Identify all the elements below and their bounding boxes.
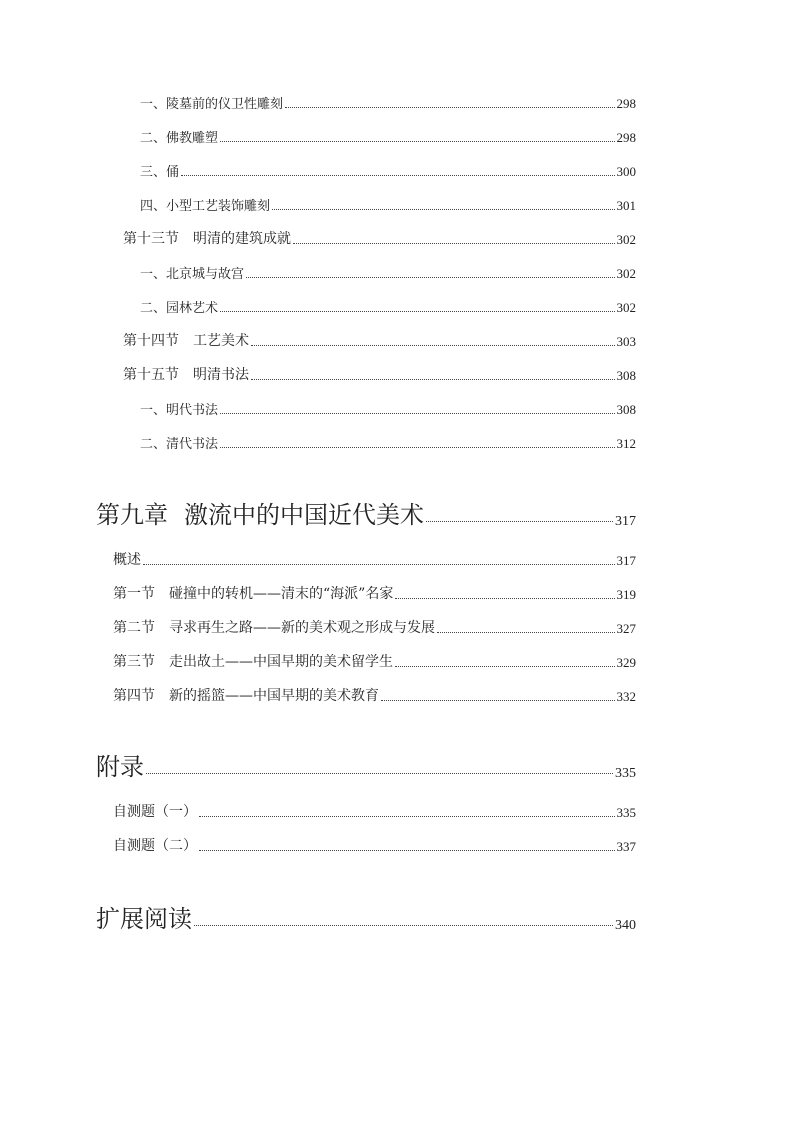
dot-leader xyxy=(143,564,615,565)
toc-entry[interactable] xyxy=(140,262,636,282)
dot-leader xyxy=(251,379,615,380)
dot-leader xyxy=(395,666,615,667)
toc-entry-label: 二、清代书法 xyxy=(140,437,219,452)
toc-appendix-entry[interactable] xyxy=(96,748,636,782)
toc-page-number: 332 xyxy=(616,689,636,704)
toc-page-number: 335 xyxy=(615,766,636,781)
toc-entry[interactable] xyxy=(140,432,636,452)
toc-entry-label: 一、陵墓前的仪卫性雕刻 xyxy=(140,97,284,112)
toc-entry[interactable] xyxy=(140,296,636,316)
toc-page-number: 302 xyxy=(616,266,636,281)
toc-section-number: 第一节 xyxy=(113,586,155,602)
toc-entry[interactable] xyxy=(113,801,636,821)
toc-entry[interactable] xyxy=(113,835,636,855)
toc-section-title: 明清的建筑成就 xyxy=(193,231,291,247)
toc-entry-label: 自测题（二） xyxy=(113,838,197,854)
dot-leader xyxy=(395,598,614,599)
toc-page-number: 319 xyxy=(616,587,636,602)
dot-leader xyxy=(437,632,615,633)
toc-section-entry[interactable] xyxy=(113,685,636,705)
toc-page-number: 327 xyxy=(616,621,636,636)
dot-leader xyxy=(220,447,614,448)
dot-leader xyxy=(220,311,614,312)
toc-entry[interactable] xyxy=(140,160,636,180)
dot-leader xyxy=(246,277,614,278)
dot-leader xyxy=(426,521,613,522)
toc-page-number: 298 xyxy=(616,130,636,145)
toc-appendix-title: 附录 xyxy=(96,753,144,781)
toc-section-title: 新的摇篮——中国早期的美术教育 xyxy=(169,688,379,704)
toc-section-title: 碰撞中的转机——清末的“海派”名家 xyxy=(169,586,394,602)
toc-section-entry[interactable] xyxy=(123,330,636,350)
toc-entry[interactable] xyxy=(140,398,636,418)
toc-section-number: 第十三节 xyxy=(123,231,179,247)
dot-leader xyxy=(293,243,615,244)
toc-chapter-title: 激流中的中国近代美术 xyxy=(184,501,424,529)
toc-entry[interactable] xyxy=(140,194,636,214)
toc-entry-label: 概述 xyxy=(113,552,141,568)
toc-entry-label: 二、佛教雕塑 xyxy=(140,131,219,146)
dot-leader xyxy=(220,413,614,414)
dot-leader xyxy=(285,107,614,108)
toc-entry[interactable] xyxy=(140,126,636,146)
toc-page-number: 298 xyxy=(616,96,636,111)
dot-leader xyxy=(199,816,615,817)
toc-section-entry[interactable] xyxy=(113,651,636,671)
toc-entry[interactable] xyxy=(140,92,636,112)
toc-page-number: 312 xyxy=(616,436,636,451)
toc-section-number: 第四节 xyxy=(113,688,155,704)
toc-section-number: 第二节 xyxy=(113,620,155,636)
toc-entry-label: 三、俑 xyxy=(140,165,180,180)
toc-entry-label: 四、小型工艺装饰雕刻 xyxy=(140,199,271,214)
toc-page-number: 300 xyxy=(616,164,636,179)
toc-page-number: 317 xyxy=(615,514,636,529)
dot-leader xyxy=(181,175,614,176)
toc-section-number: 第十四节 xyxy=(123,333,179,349)
toc-section-title: 走出故土——中国早期的美术留学生 xyxy=(169,654,393,670)
toc-page-number: 303 xyxy=(616,334,636,349)
dot-leader xyxy=(194,925,613,926)
toc-page-number: 335 xyxy=(616,805,636,820)
toc-extended-reading-entry[interactable] xyxy=(96,900,636,934)
toc-section-number: 第三节 xyxy=(113,654,155,670)
toc-section-entry[interactable] xyxy=(123,228,636,248)
dot-leader xyxy=(199,850,615,851)
toc-section-title: 寻求再生之路——新的美术观之形成与发展 xyxy=(169,620,435,636)
toc-entry-label: 一、明代书法 xyxy=(140,403,219,418)
dot-leader xyxy=(381,700,615,701)
dot-leader xyxy=(251,345,615,346)
toc-entry-label: 自测题（一） xyxy=(113,804,197,820)
toc-section-title: 明清书法 xyxy=(193,367,249,383)
toc-page-number: 340 xyxy=(615,918,636,933)
toc-entry[interactable] xyxy=(113,549,636,569)
dot-leader xyxy=(146,773,613,774)
toc-page-number: 317 xyxy=(616,553,636,568)
toc-section-entry[interactable] xyxy=(113,617,636,637)
toc-page-number: 301 xyxy=(616,198,636,213)
toc-extended-reading-title: 扩展阅读 xyxy=(96,905,192,933)
toc-section-number: 第十五节 xyxy=(123,367,179,383)
toc-entry-label: 一、北京城与故宫 xyxy=(140,267,245,282)
toc-section-entry[interactable] xyxy=(113,583,636,603)
dot-leader xyxy=(272,209,614,210)
toc-section-title: 工艺美术 xyxy=(193,333,249,349)
toc-page-number: 308 xyxy=(616,368,636,383)
toc-chapter-number: 第九章 xyxy=(96,501,168,529)
toc-page-number: 308 xyxy=(616,402,636,417)
dot-leader xyxy=(220,141,614,142)
toc-page-number: 329 xyxy=(616,655,636,670)
toc-chapter-entry[interactable] xyxy=(96,496,636,530)
toc-page-number: 302 xyxy=(616,232,636,247)
toc-entry-label: 二、园林艺术 xyxy=(140,301,219,316)
toc-page-number: 337 xyxy=(616,839,636,854)
toc-section-entry[interactable] xyxy=(123,364,636,384)
toc-page-number: 302 xyxy=(616,300,636,315)
